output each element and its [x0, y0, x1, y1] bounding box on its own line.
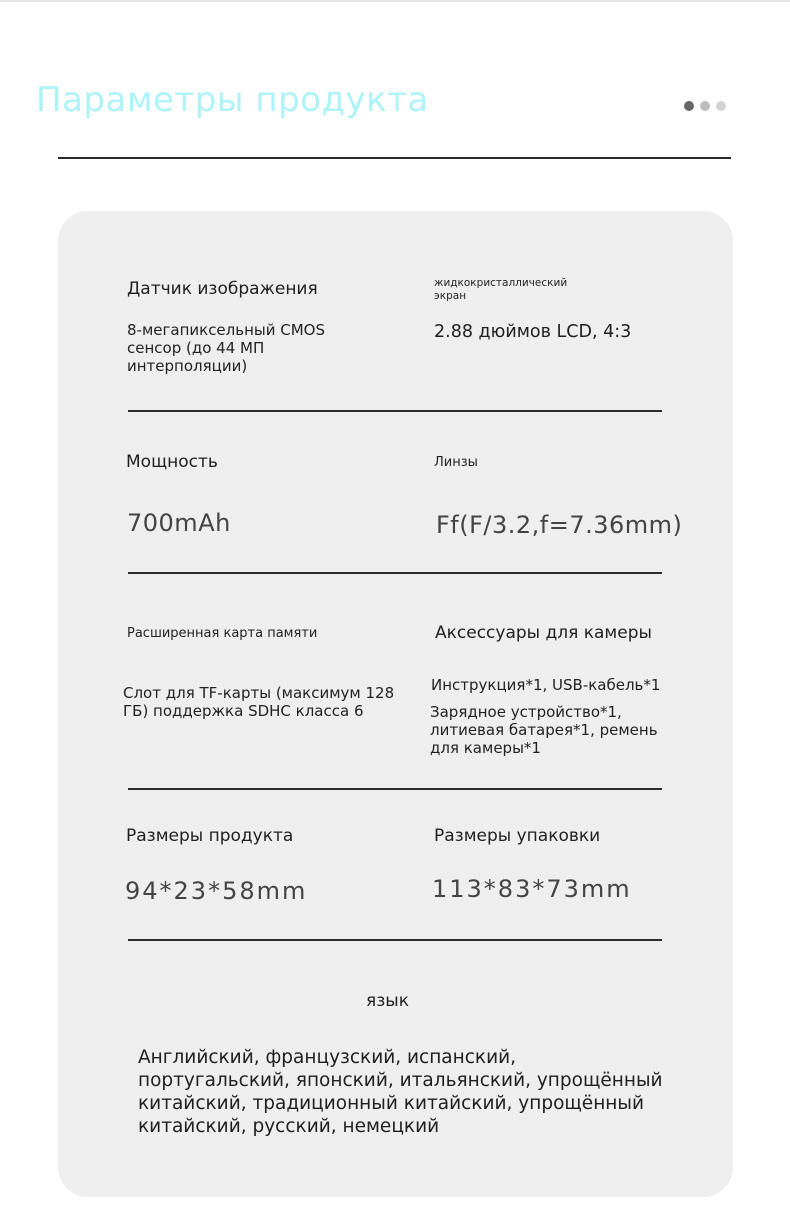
page-dot-3[interactable] — [716, 101, 726, 111]
package-size-label: Размеры упаковки — [434, 826, 601, 846]
page-dot-1[interactable] — [684, 101, 694, 111]
package-size-value: 113*83*73mm — [432, 875, 632, 903]
lens-value: Ff(F/3.2,f=7.36mm) — [436, 511, 683, 539]
top-border — [0, 0, 790, 2]
page-title: Параметры продукта — [36, 80, 429, 120]
accessories-line-1: Инструкция*1, USB-кабель*1 — [431, 676, 661, 694]
power-label: Мощность — [126, 452, 218, 472]
display-label: жидкокристаллический экран — [434, 277, 568, 302]
product-size-value: 94*23*58mm — [125, 877, 308, 905]
display-value: 2.88 дюймов LCD, 4:3 — [434, 322, 632, 342]
language-value: Английский, французский, испанский, португальский, японский, итальянский, упрощённый китайский, традиционный китайский, упрощённый китайский, русский, немецкий — [138, 1047, 663, 1137]
memory-value: Слот для TF-карты (максимум 128 ГБ) поддержка SDHC класса 6 — [123, 684, 395, 720]
power-value: 700mAh — [127, 509, 231, 537]
page-dot-2[interactable] — [700, 101, 710, 111]
sensor-value: 8-мегапиксельный CMOS сенсор (до 44 МП интерполяции) — [127, 321, 326, 375]
row-divider-4 — [128, 939, 662, 941]
accessories-line-2: Зарядное устройство*1, литиевая батарея*1, ремень для камеры*1 — [430, 703, 658, 757]
product-size-label: Размеры продукта — [126, 826, 294, 846]
language-label: язык — [366, 991, 409, 1011]
memory-label: Расширенная карта памяти — [127, 626, 318, 641]
sensor-label: Датчик изображения — [127, 279, 318, 299]
header-divider — [58, 157, 731, 159]
row-divider-2 — [128, 572, 662, 574]
accessories-label: Аксессуары для камеры — [435, 623, 652, 643]
page-indicator[interactable] — [684, 101, 726, 111]
row-divider-3 — [128, 788, 662, 790]
row-divider-1 — [128, 410, 662, 412]
lens-label: Линзы — [434, 455, 478, 470]
